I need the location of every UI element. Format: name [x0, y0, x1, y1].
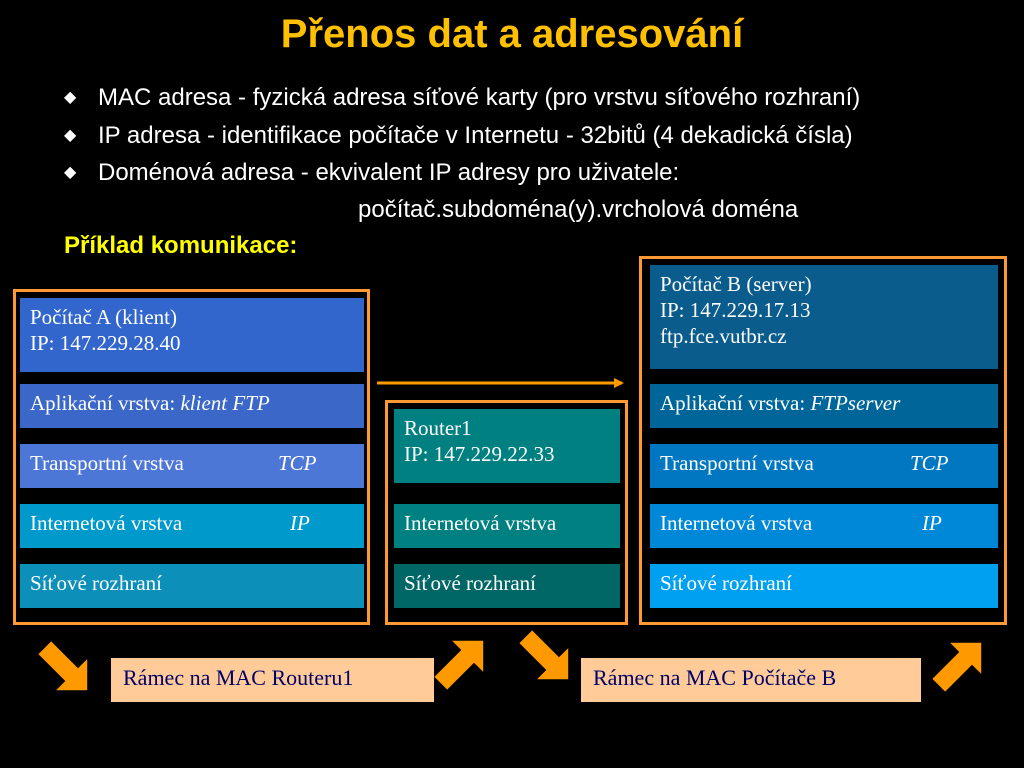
- computer-b-name: Počítač B (server): [660, 272, 812, 296]
- computer-b-ip: IP: 147.229.17.13: [660, 298, 811, 322]
- bullet-domain-text: Doménová adresa - ekvivalent IP adresy pro uživatele:: [98, 159, 680, 186]
- layer-label: Transportní vrstva: [660, 451, 814, 475]
- computer-b-domain: ftp.fce.vutbr.cz: [660, 324, 787, 348]
- layer-protocol: IP: [290, 511, 310, 535]
- frame-to-router-note: Rámec na MAC Routeru1: [111, 658, 434, 702]
- computer-a-name: Počítač A (klient): [30, 305, 177, 329]
- frame-to-computer-b-note: Rámec na MAC Počítače B: [581, 658, 921, 702]
- bullet-mac-text: MAC adresa - fyzická adresa síťové karty (pro vrstvu síťového rozhraní): [98, 84, 861, 111]
- slide-title: Přenos dat a adresování: [280, 12, 744, 56]
- diamond-bullet-icon: ◆: [64, 164, 77, 181]
- up-right-arrow-icon: [923, 627, 997, 701]
- domain-format: počítač.subdoména(y).vrcholová doména: [358, 196, 799, 223]
- layer-label: Síťové rozhraní: [660, 571, 793, 595]
- router-name: Router1: [404, 416, 472, 440]
- layer-protocol: klient FTP: [180, 391, 270, 415]
- layer-protocol: FTPserver: [810, 391, 901, 415]
- layer-protocol: TCP: [278, 451, 317, 475]
- up-right-arrow-icon: [425, 625, 499, 699]
- layer-label: Aplikační vrstva:: [30, 391, 181, 415]
- layer-label: Síťové rozhraní: [30, 571, 163, 595]
- diamond-bullet-icon: ◆: [64, 89, 77, 106]
- layer-label: Internetová vrstva: [30, 511, 183, 535]
- layer-label: Síťové rozhraní: [404, 571, 537, 595]
- layer-protocol: IP: [922, 511, 942, 535]
- computer-a-ip: IP: 147.229.28.40: [30, 331, 181, 355]
- diamond-bullet-icon: ◆: [64, 127, 77, 144]
- layer-label: Aplikační vrstva:: [660, 391, 811, 415]
- router-ip: IP: 147.229.22.33: [404, 442, 555, 466]
- down-right-arrow-icon: [29, 632, 103, 706]
- down-right-arrow-icon: [510, 621, 584, 695]
- bullet-ip-text: IP adresa - identifikace počítače v Internetu - 32bitů (4 dekadická čísla): [98, 122, 853, 149]
- layer-label: Internetová vrstva: [660, 511, 813, 535]
- layer-label: Transportní vrstva: [30, 451, 184, 475]
- layer-label: Internetová vrstva: [404, 511, 557, 535]
- layer-protocol: TCP: [910, 451, 949, 475]
- example-heading: Příklad komunikace:: [64, 232, 298, 259]
